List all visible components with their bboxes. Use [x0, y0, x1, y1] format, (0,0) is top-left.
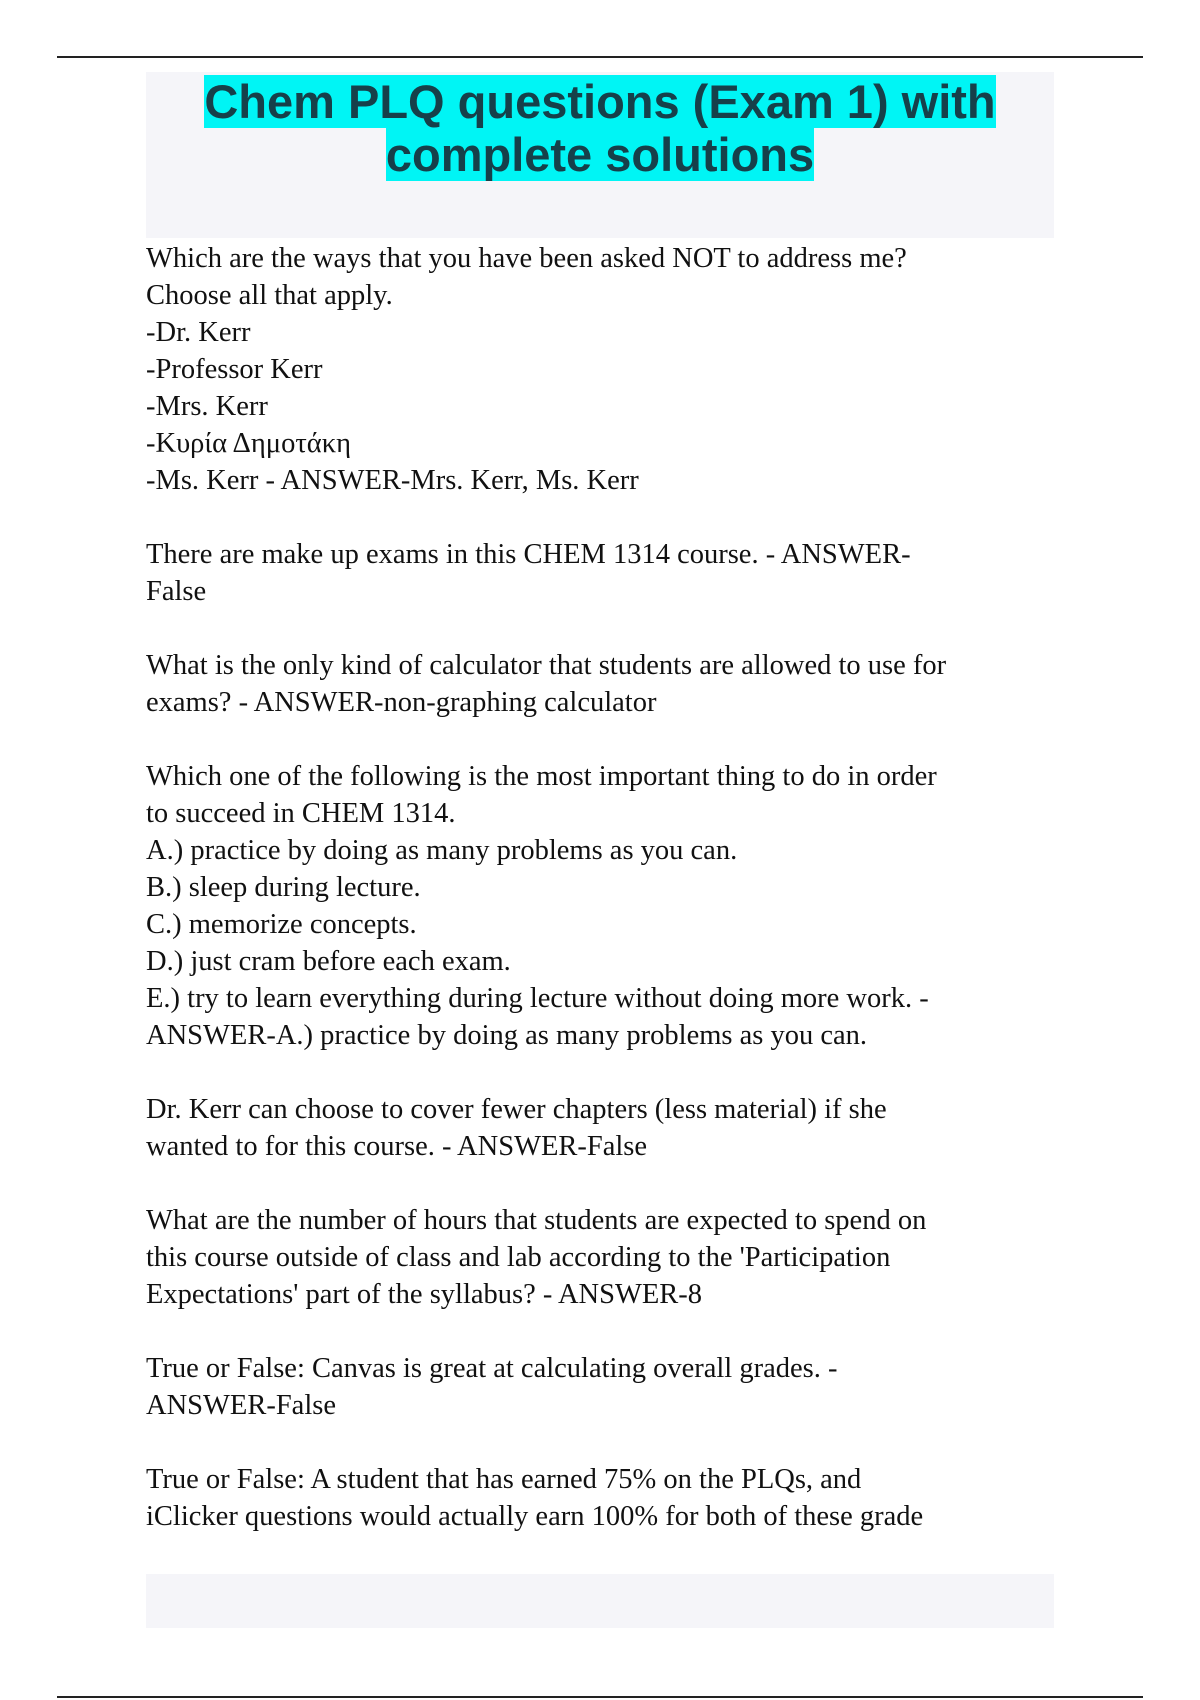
text-line: Which one of the following is the most important thing to do in order [146, 761, 937, 792]
text-line: exams? - ANSWER-non-graphing calculator [146, 687, 657, 718]
text-line: A.) practice by doing as many problems as you can. [146, 835, 738, 866]
text-line: Choose all that apply. [146, 280, 393, 311]
text-line: D.) just cram before each exam. [146, 946, 511, 977]
qa-item [146, 1091, 1066, 1165]
text-line: True or False: A student that has earned 75% on the PLQs, and [146, 1464, 862, 1495]
text-line: -Professor Kerr [146, 354, 323, 385]
text-line: What is the only kind of calculator that students are allowed to use for [146, 650, 947, 681]
text-line: Which are the ways that you have been asked NOT to address me? [146, 243, 907, 274]
text-line: ANSWER-A.) practice by doing as many problems as you can. [146, 1020, 868, 1051]
title-line-1: Chem PLQ questions (Exam 1) with [204, 75, 996, 128]
top-divider [57, 56, 1143, 58]
qa-item [146, 647, 1066, 721]
qa-item [146, 1202, 1066, 1313]
text-line: C.) memorize concepts. [146, 909, 417, 940]
text-line: What are the number of hours that students are expected to spend on [146, 1205, 927, 1236]
qa-item [146, 1461, 1066, 1535]
footer-banner [146, 1574, 1054, 1628]
qa-item [146, 1350, 1066, 1424]
text-line: wanted to for this course. - ANSWER-False [146, 1131, 648, 1162]
title-banner [146, 72, 1054, 238]
text-line: There are make up exams in this CHEM 1314 course. - ANSWER- [146, 539, 911, 570]
page-title [146, 72, 1054, 181]
qa-item [146, 758, 1066, 1054]
bottom-divider [57, 1696, 1143, 1698]
text-line: -Κυρία Δημοτάκη [146, 428, 351, 459]
text-line: ANSWER-False [146, 1390, 336, 1421]
text-line: Dr. Kerr can choose to cover fewer chapters (less material) if she [146, 1094, 887, 1125]
text-line: this course outside of class and lab according to the 'Participation [146, 1242, 891, 1273]
text-line: -Dr. Kerr [146, 317, 251, 348]
text-line: Expectations' part of the syllabus? - ANSWER-8 [146, 1279, 703, 1310]
text-line: -Ms. Kerr - ANSWER-Mrs. Kerr, Ms. Kerr [146, 465, 639, 496]
text-line: iClicker questions would actually earn 100% for both of these grade [146, 1501, 924, 1532]
text-line: True or False: Canvas is great at calculating overall grades. - [146, 1353, 838, 1384]
qa-item [146, 240, 1066, 499]
text-line: -Mrs. Kerr [146, 391, 268, 422]
text-line: B.) sleep during lecture. [146, 872, 421, 903]
text-line: E.) try to learn everything during lecture without doing more work. - [146, 983, 929, 1014]
qa-list [146, 240, 1066, 1572]
text-line: to succeed in CHEM 1314. [146, 798, 456, 829]
qa-item [146, 536, 1066, 610]
text-line: False [146, 576, 207, 607]
title-line-2: complete solutions [385, 128, 815, 181]
